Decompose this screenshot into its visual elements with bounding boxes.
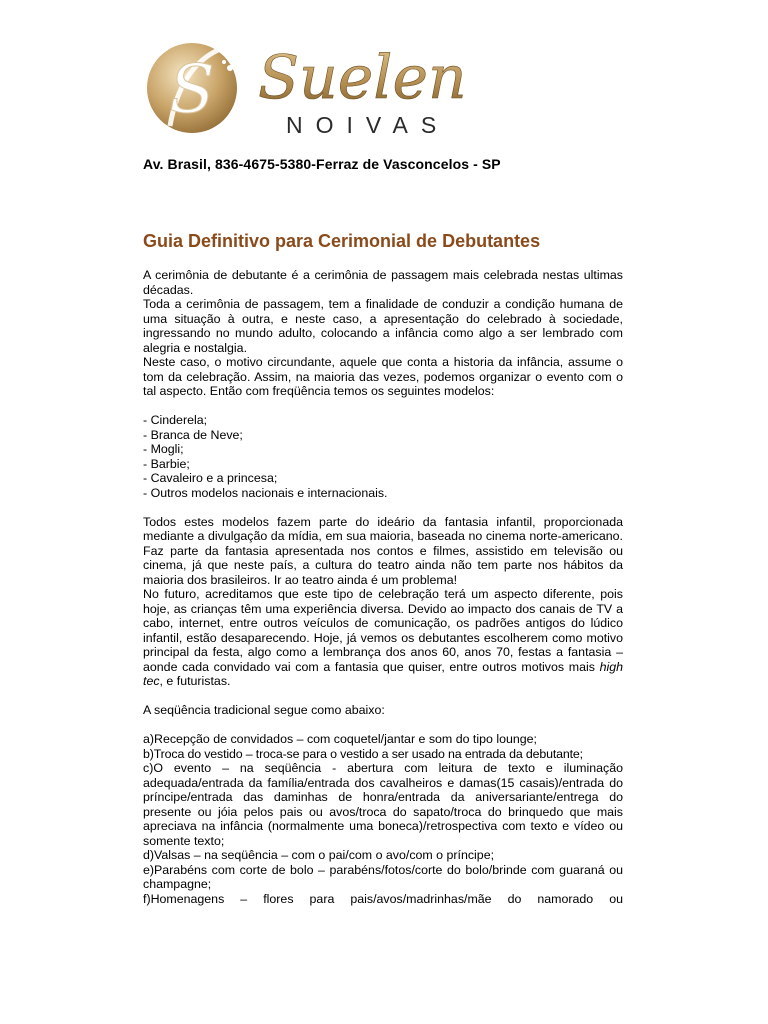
sequence-item-c: c)O evento – na seqüência - abertura com leitura de texto e iluminação adequada/entrada da família/entrada dos cavalheiros e damas(15 casais)/entrada do príncipe/entrada das daminhas de honra/entrada da aniversariante/entrega do presente ou jóia pelos pais ou avos/troca do sapato/troca do brinquedo que mais apreciava na infância (normalmente uma boneca)/retrospectiva com texto e vídeo ou somente texto; [143,761,623,848]
futuro-text-end: , e futuristas. [159,674,231,688]
address: Av. Brasil, 836-4675-5380-Ferraz de Vasconcelos - SP [143,156,501,172]
futuro-paragraph [143,587,623,689]
intro-paragraph-1: A cerimônia de debutante é a cerimônia de passagem mais celebrada nestas ultimas décadas. [143,268,623,297]
list-item: - Cinderela; [143,413,208,427]
futuro-text: No futuro, acreditamos que este tipo de celebração terá um aspecto diferente, pois hoje, as crianças têm uma experiência diversa. Devido ao impacto dos canais de TV a cabo, internet, entre outros veículos de comunicação, os padrões antigos do lúdico infantil, estão desaparecendo. Hoje, já vemos os debutantes escolherem como motivo principal da festa, algo como a lembrança dos anos 60, anos 70, festas a fantasia – aonde cada convidado vai com a fantasia que quiser, entre outros motivos mais [143,587,623,674]
page-title: Guia Definitivo para Cerimonial de Debutantes [143,231,541,251]
sequence-item-b: b)Troca do vestido – troca-se para o vestido a ser usado na entrada da debutante; [143,746,583,761]
monogram-letter: S [169,51,215,128]
sequence-item-f: f)Homenagens – flores para pais/avos/madrinhas/mãe do namorado ou [143,891,623,906]
list-item: - Mogli; [143,442,184,456]
models-list [143,413,623,500]
sequence-item-d: d)Valsas – na seqüência – com o pai/com o avo/com o príncipe; [143,848,495,862]
sequence-item-a: a)Recepção de convidados – com coquetel/jantar e som do tipo lounge; [143,732,537,746]
document-body [143,268,623,906]
intro-paragraph-2: Toda a cerimônia de passagem, tem a finalidade de conduzir a condição humana de uma situação à outra, e neste caso, a apresentação do celebrado à sociedade, ingressando no mundo adulto, colocando a infância como algo a ser lembrado com alegria e nostalgia. [143,297,623,355]
intro-paragraph-3: Neste caso, o motivo circundante, aquele que conta a historia da infância, assume o tom da celebração. Assim, na maioria das vezes, podemos organizar o evento com o tal aspecto. Então com freqüência temos os seguintes modelos: [143,355,623,398]
fantasia-paragraph: Todos estes modelos fazem parte do ideário da fantasia infantil, proporcionada mediante a divulgação da mídia, em sua maioria, baseada no cinema norte-americano. Faz parte da fantasia apresentada nos contos e filmes, assistido em televisão ou cinema, já que neste país, a cultura do teatro ainda não tem parte nos hábitos da maioria dos brasileiros. Ir ao teatro ainda é um problema! [143,514,623,587]
sequence-intro: A seqüência tradicional segue como abaixo: [143,703,385,717]
list-item: - Outros modelos nacionais e internacionais. [143,485,388,500]
futuro-italic: high tec [143,659,623,688]
list-item: - Cavaleiro e a princesa; [143,471,278,485]
brand-sub: NOIVAS [286,112,450,138]
sequence-item-e: e)Parabéns com corte de bolo – parabéns/fotos/corte do bolo/brinde com guaraná ou champagne; [143,862,623,891]
list-item: - Barbie; [143,456,190,471]
brand-logo [140,38,510,138]
suelen-noivas-logo [140,38,510,138]
list-item: - Branca de Neve; [143,427,243,442]
brand-name: Suelen [258,43,467,113]
